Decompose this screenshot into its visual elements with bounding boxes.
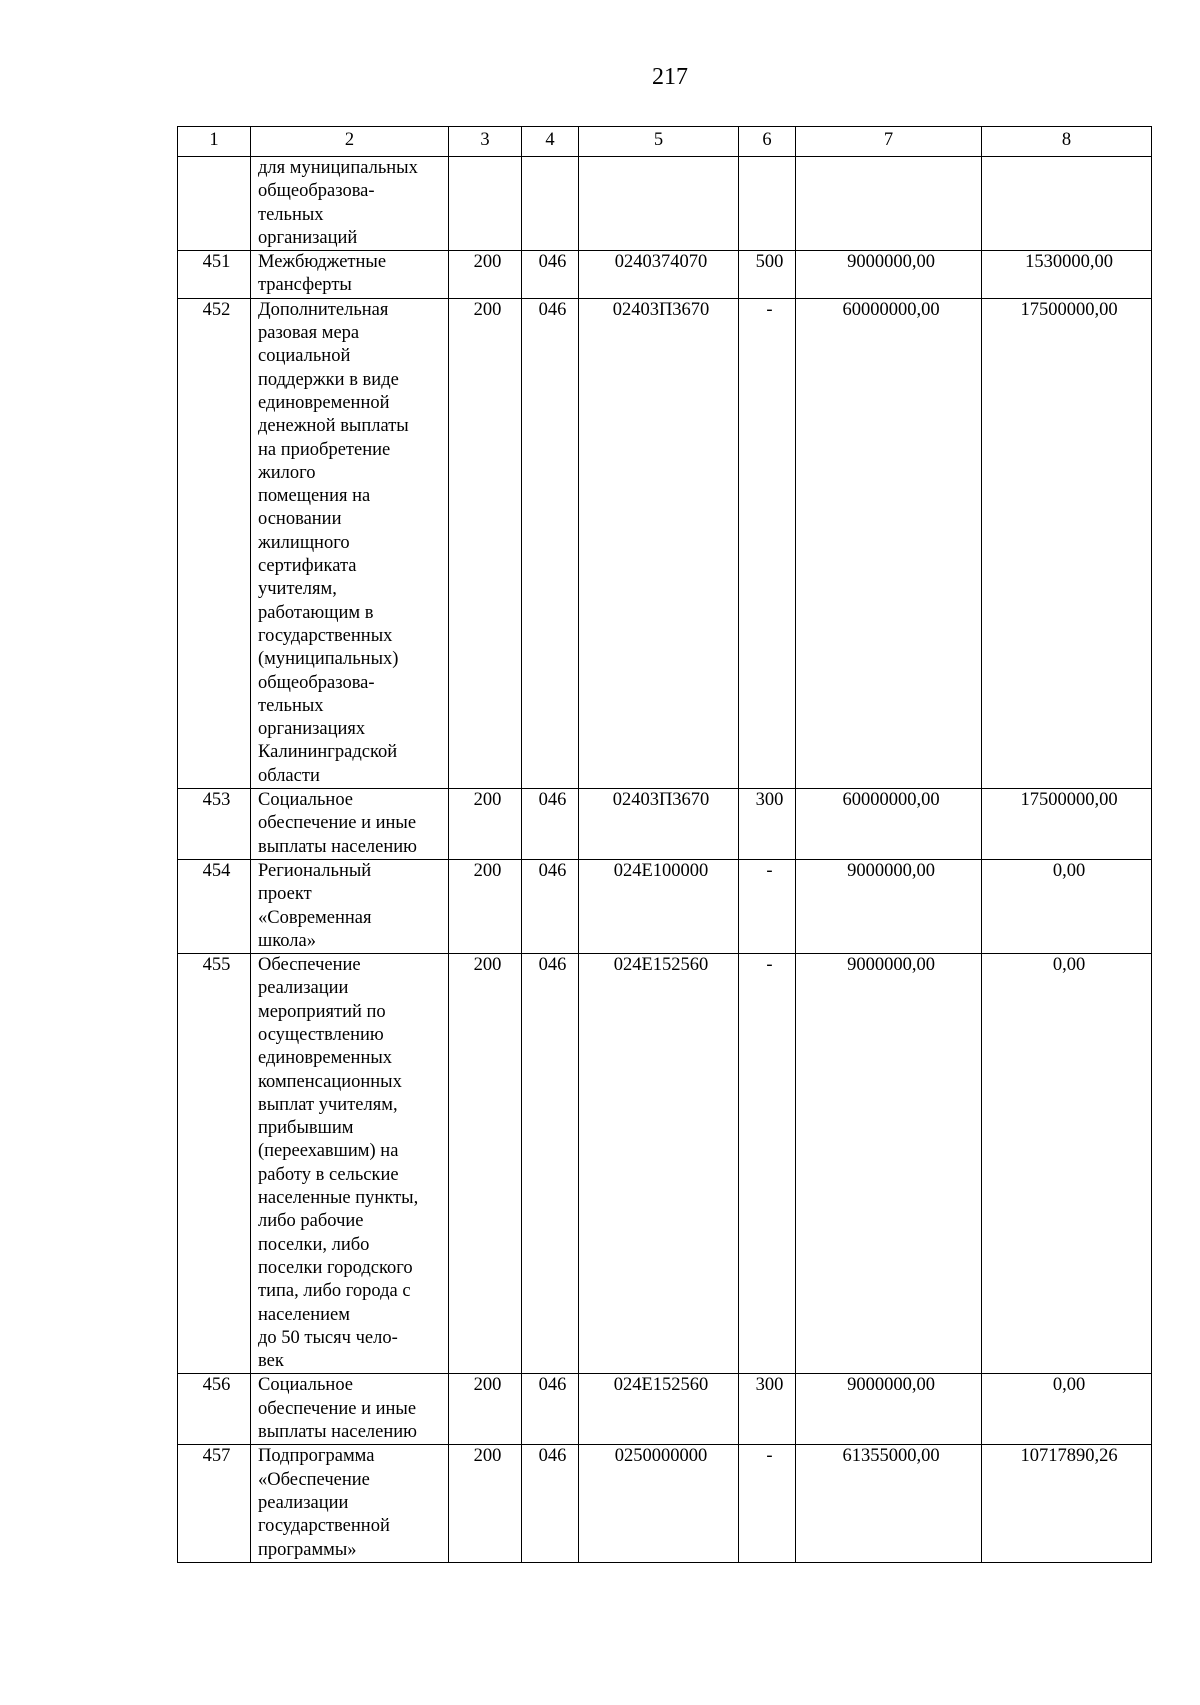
expense-type bbox=[739, 157, 796, 251]
row-number bbox=[178, 157, 251, 251]
page-number: 217 bbox=[652, 64, 688, 90]
amount-col-8: 17500000,00 bbox=[982, 298, 1152, 788]
item-name: Социальное обеспечение и иные выплаты населению bbox=[251, 789, 449, 860]
table-row bbox=[178, 859, 1152, 953]
amount-col-7: 61355000,00 bbox=[796, 1445, 982, 1562]
amount-col-8: 0,00 bbox=[982, 1374, 1152, 1445]
target-article bbox=[579, 157, 739, 251]
item-name: Дополнительная разовая мера социальной поддержки в виде единовременной денежной выплаты на приобретение жилого помещения на основании жилищного сертификата учителям, работающим в государственных (муниципальных) общеобразова- тельных организациях Калининградской области bbox=[251, 298, 449, 788]
target-article: 024Е152560 bbox=[579, 1374, 739, 1445]
amount-col-7: 9000000,00 bbox=[796, 251, 982, 299]
item-name: Межбюджетные трансферты bbox=[251, 251, 449, 299]
table-row bbox=[178, 1374, 1152, 1445]
column-header: 7 bbox=[796, 127, 982, 157]
column-header: 1 bbox=[178, 127, 251, 157]
expense-type: 500 bbox=[739, 251, 796, 299]
amount-col-7: 60000000,00 bbox=[796, 298, 982, 788]
row-number: 453 bbox=[178, 789, 251, 860]
table-row bbox=[178, 954, 1152, 1374]
amount-col-7: 9000000,00 bbox=[796, 1374, 982, 1445]
target-article: 02403П3670 bbox=[579, 789, 739, 860]
column-header: 5 bbox=[579, 127, 739, 157]
code-4 bbox=[522, 157, 579, 251]
table-row bbox=[178, 157, 1152, 251]
code-3: 200 bbox=[449, 954, 522, 1374]
code-4: 046 bbox=[522, 1445, 579, 1562]
column-header: 6 bbox=[739, 127, 796, 157]
row-number: 457 bbox=[178, 1445, 251, 1562]
code-4: 046 bbox=[522, 298, 579, 788]
amount-col-8 bbox=[982, 157, 1152, 251]
item-name: для муниципальных общеобразова- тельных организаций bbox=[251, 157, 449, 251]
expense-type: - bbox=[739, 298, 796, 788]
amount-col-7: 60000000,00 bbox=[796, 789, 982, 860]
code-4: 046 bbox=[522, 251, 579, 299]
expense-type: 300 bbox=[739, 789, 796, 860]
code-3: 200 bbox=[449, 298, 522, 788]
budget-table bbox=[177, 126, 1152, 1563]
code-4: 046 bbox=[522, 789, 579, 860]
table-row bbox=[178, 1445, 1152, 1562]
code-3: 200 bbox=[449, 859, 522, 953]
code-3: 200 bbox=[449, 251, 522, 299]
row-number: 454 bbox=[178, 859, 251, 953]
code-4: 046 bbox=[522, 1374, 579, 1445]
target-article: 0250000000 bbox=[579, 1445, 739, 1562]
row-number: 455 bbox=[178, 954, 251, 1374]
item-name: Подпрограмма «Обеспечение реализации государственной программы» bbox=[251, 1445, 449, 1562]
code-3: 200 bbox=[449, 1374, 522, 1445]
target-article: 024Е100000 bbox=[579, 859, 739, 953]
column-header: 3 bbox=[449, 127, 522, 157]
amount-col-8: 1530000,00 bbox=[982, 251, 1152, 299]
amount-col-8: 0,00 bbox=[982, 859, 1152, 953]
amount-col-7 bbox=[796, 157, 982, 251]
row-number: 452 bbox=[178, 298, 251, 788]
row-number: 451 bbox=[178, 251, 251, 299]
table-header-row bbox=[178, 127, 1152, 157]
target-article: 02403П3670 bbox=[579, 298, 739, 788]
column-header: 4 bbox=[522, 127, 579, 157]
amount-col-8: 17500000,00 bbox=[982, 789, 1152, 860]
target-article: 0240374070 bbox=[579, 251, 739, 299]
target-article: 024Е152560 bbox=[579, 954, 739, 1374]
item-name: Обеспечение реализации мероприятий по осуществлению единовременных компенсационных выплат учителям, прибывшим (переехавшим) на работу в сельские населенные пункты, либо рабочие поселки, либо поселки городского типа, либо города с населением до 50 тысяч чело- век bbox=[251, 954, 449, 1374]
row-number: 456 bbox=[178, 1374, 251, 1445]
amount-col-7: 9000000,00 bbox=[796, 859, 982, 953]
expense-type: - bbox=[739, 954, 796, 1374]
expense-type: - bbox=[739, 859, 796, 953]
table-row bbox=[178, 298, 1152, 788]
code-3 bbox=[449, 157, 522, 251]
amount-col-8: 0,00 bbox=[982, 954, 1152, 1374]
code-3: 200 bbox=[449, 1445, 522, 1562]
code-4: 046 bbox=[522, 859, 579, 953]
amount-col-7: 9000000,00 bbox=[796, 954, 982, 1374]
code-4: 046 bbox=[522, 954, 579, 1374]
expense-type: - bbox=[739, 1445, 796, 1562]
column-header: 2 bbox=[251, 127, 449, 157]
table-row bbox=[178, 251, 1152, 299]
expense-type: 300 bbox=[739, 1374, 796, 1445]
item-name: Региональный проект «Современная школа» bbox=[251, 859, 449, 953]
code-3: 200 bbox=[449, 789, 522, 860]
table-row bbox=[178, 789, 1152, 860]
column-header: 8 bbox=[982, 127, 1152, 157]
amount-col-8: 10717890,26 bbox=[982, 1445, 1152, 1562]
item-name: Социальное обеспечение и иные выплаты населению bbox=[251, 1374, 449, 1445]
